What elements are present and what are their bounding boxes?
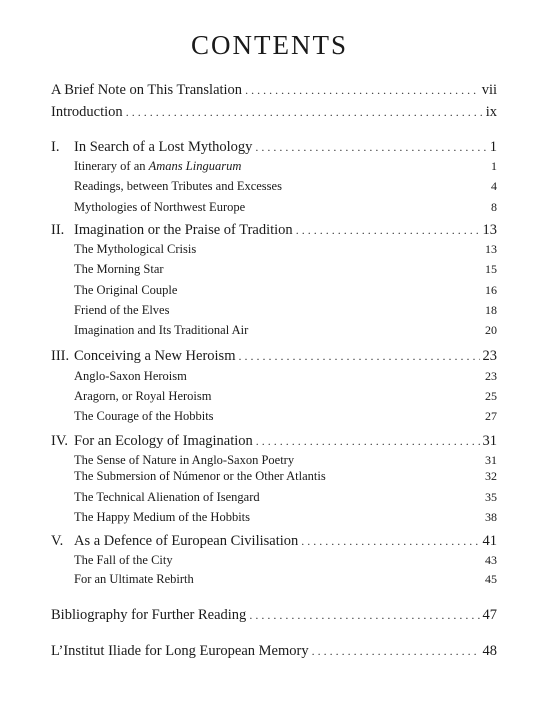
page-number: 43 <box>485 553 497 567</box>
entry-label: A Brief Note on This Translation <box>51 82 243 98</box>
toc-entry <box>51 607 497 627</box>
toc-subentry <box>74 200 497 220</box>
entry-label: The Original Couple <box>74 283 178 297</box>
entry-label: The Sense of Nature in Anglo-Saxon Poetry <box>74 453 295 467</box>
part-number: I. <box>51 139 60 155</box>
toc-entry <box>51 82 497 102</box>
page-number: vii <box>481 82 497 98</box>
page-number: 32 <box>485 469 497 483</box>
page-number: 13 <box>485 242 497 256</box>
entry-label-italic: Amans Linguarum <box>148 159 242 173</box>
entry-label: Friend of the Elves <box>74 303 170 317</box>
entry-label: The Mythological Crisis <box>74 242 197 256</box>
entry-label: Introduction <box>51 104 123 120</box>
toc-entry <box>51 643 497 663</box>
entry-label: The Courage of the Hobbits <box>74 409 214 423</box>
page-number: 23 <box>482 348 497 364</box>
page-number: 47 <box>482 607 497 623</box>
entry-label: The Fall of the City <box>74 553 173 567</box>
dot-leader <box>256 434 480 449</box>
toc-subentry <box>74 490 497 510</box>
dot-leader <box>312 644 480 659</box>
toc-subentry <box>74 469 497 489</box>
page-number: ix <box>485 104 497 120</box>
page-number: 1 <box>491 159 497 173</box>
page-number: 31 <box>485 453 497 467</box>
dot-leader <box>301 534 479 549</box>
page-number: 8 <box>491 200 497 214</box>
page-title: CONTENTS <box>191 30 348 60</box>
entry-label: Imagination or the Praise of Tradition <box>74 222 293 238</box>
page-number: 27 <box>485 409 497 423</box>
entry-label: For an Ecology of Imagination <box>74 433 253 449</box>
toc-subentry <box>74 553 497 573</box>
part-number: V. <box>51 533 64 549</box>
page-number: 25 <box>485 389 497 403</box>
page-number: 35 <box>485 490 497 504</box>
toc-subentry <box>74 572 497 592</box>
page-number: 13 <box>482 222 497 238</box>
entry-label: Readings, between Tributes and Excesses <box>74 179 282 193</box>
entry-label: Bibliography for Further Reading <box>51 607 247 623</box>
toc-subentry <box>74 159 497 179</box>
entry-label: Aragorn, or Royal Heroism <box>74 389 212 403</box>
part-number: III. <box>51 348 70 364</box>
page-number: 18 <box>485 303 497 317</box>
toc-subentry <box>74 323 497 343</box>
entry-label: In Search of a Lost Mythology <box>74 139 253 155</box>
entry-label: The Happy Medium of the Hobbits <box>74 510 251 524</box>
page-number: 20 <box>485 323 497 337</box>
toc-part-entry <box>51 433 497 453</box>
dot-leader <box>126 105 483 120</box>
entry-label-text: Itinerary of an <box>74 159 149 173</box>
toc-subentry <box>74 303 497 323</box>
dot-leader <box>249 608 479 623</box>
toc-subentry <box>74 389 497 409</box>
dot-leader <box>255 140 486 155</box>
entry-label: Mythologies of Northwest Europe <box>74 200 246 214</box>
toc-part-entry <box>51 222 497 242</box>
page-number: 16 <box>485 283 497 297</box>
entry-label: As a Defence of European Civilisation <box>74 533 299 549</box>
page-number: 41 <box>482 533 497 549</box>
toc-part-entry <box>51 139 497 159</box>
toc-part-entry <box>51 533 497 553</box>
entry-label <box>74 159 241 174</box>
part-number: II. <box>51 222 65 238</box>
part-number: IV. <box>51 433 69 449</box>
entry-label: Anglo-Saxon Heroism <box>74 369 187 383</box>
page-number: 45 <box>485 572 497 586</box>
toc-subentry <box>74 409 497 429</box>
toc-entry <box>51 104 497 124</box>
page-number: 1 <box>489 139 497 155</box>
toc-subentry <box>74 510 497 530</box>
entry-label: The Submersion of Númenor or the Other Atlantis <box>74 469 326 483</box>
toc-subentry <box>74 283 497 303</box>
page-number: 15 <box>485 262 497 276</box>
entry-label: Conceiving a New Heroism <box>74 348 236 364</box>
toc-subentry <box>74 179 497 199</box>
entry-label: The Morning Star <box>74 262 164 276</box>
toc-subentry <box>74 242 497 262</box>
entry-label: L’Institut Iliade for Long European Memory <box>51 643 309 659</box>
dot-leader <box>296 223 480 238</box>
page-number: 48 <box>482 643 497 659</box>
page-number: 38 <box>485 510 497 524</box>
toc-part-entry <box>51 348 497 368</box>
entry-label: For an Ultimate Rebirth <box>74 572 194 586</box>
entry-label: Imagination and Its Traditional Air <box>74 323 249 337</box>
dot-leader <box>245 83 479 98</box>
toc-subentry <box>74 369 497 389</box>
entry-label: The Technical Alienation of Isengard <box>74 490 260 504</box>
page-number: 4 <box>491 179 497 193</box>
page-number: 23 <box>485 369 497 383</box>
page-number: 31 <box>482 433 497 449</box>
toc-subentry <box>74 262 497 282</box>
dot-leader <box>238 349 479 364</box>
